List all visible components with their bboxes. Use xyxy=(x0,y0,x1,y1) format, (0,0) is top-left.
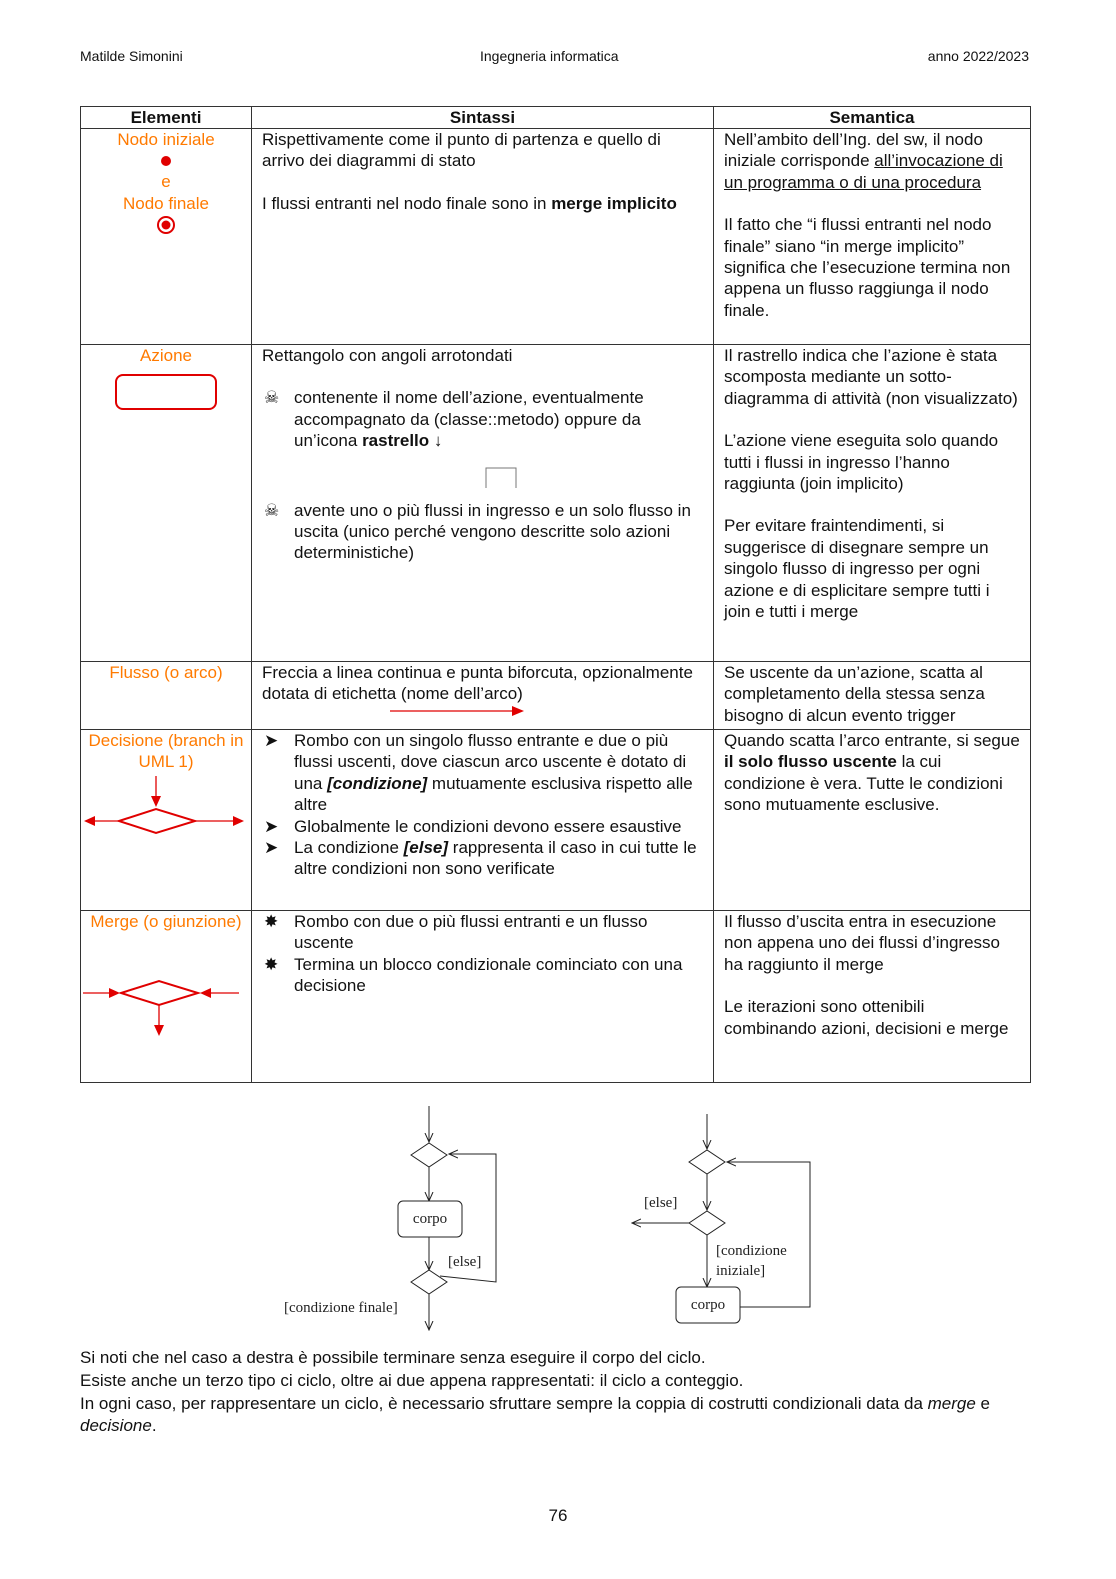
loop-diagram-initial-condition xyxy=(620,1100,840,1340)
asterisk-bullet-icon: ✸ xyxy=(264,912,279,931)
initial-node-icon xyxy=(159,150,173,171)
table-row xyxy=(81,730,1031,911)
element-cell xyxy=(81,345,252,662)
list-item: ➤ Globalmente le condizioni devono essere esaustive xyxy=(264,816,682,836)
list-item: ✸ Termina un blocco condizionale cominciato con una decisione xyxy=(264,954,683,996)
header-author: Matilde Simonini xyxy=(80,48,183,64)
semantics-text: Per evitare fraintendimenti, si suggerisce di disegnare sempre un singolo flusso di ingresso per ogni azione e di esplicitare sempre tutti i join e tutti i merge xyxy=(724,516,990,622)
element-cell xyxy=(81,662,252,730)
table-header-row xyxy=(81,107,1031,129)
list-item: ➤ La condizione [else] rappresenta il caso in cui tutte le altre condizioni non sono verificate xyxy=(264,838,697,879)
list-item: ✸ Rombo con due o più flussi entranti e un flusso uscente xyxy=(264,912,648,953)
element-label: e xyxy=(161,172,171,192)
semantics-text: Il rastrello indica che l’azione è stata scomposta mediante un sotto-diagramma di attività (non visualizzato) xyxy=(724,346,1018,408)
arrowhead-bullet-icon: ➤ xyxy=(264,731,279,750)
column-header: Elementi xyxy=(81,107,252,129)
loop-body-label: corpo xyxy=(690,1297,726,1313)
note-line: Esiste anche un terzo tipo ci ciclo, oltre ai due appena rappresentati: il ciclo a conteggio. xyxy=(80,1370,744,1390)
syntax-text: Rispettivamente come il punto di partenza e quello di arrivo dei diagrammi di stato xyxy=(262,130,661,171)
table-row xyxy=(81,911,1031,1083)
notes-paragraph xyxy=(80,1347,1030,1438)
uml-elements-table xyxy=(80,106,1031,1083)
syntax-cell xyxy=(252,129,714,345)
else-label: [else] xyxy=(644,1195,678,1211)
condition-label: [condizione xyxy=(716,1243,787,1259)
semantics-text: Il flusso d’uscita entra in esecuzione non appena uno dei flussi d’ingresso ha raggiunto il merge xyxy=(724,912,1000,974)
syntax-text: Freccia a linea continua e punta biforcuta, opzionalmente dotata di etichetta (nome dell’arco) xyxy=(262,663,693,704)
element-label: Merge (o giunzione) xyxy=(90,912,242,931)
semantics-text: Quando scatta l’arco entrante, si segue il solo flusso uscente la cui condizione è vera. Tutte le condizioni sono mutuamente esclusive. xyxy=(724,731,1020,815)
condition-label: iniziale] xyxy=(716,1263,766,1279)
note-line: Si noti che nel caso a destra è possibile terminare senza eseguire il corpo del ciclo. xyxy=(80,1348,706,1367)
semantics-text: L’azione viene eseguita solo quando tutti i flussi in ingresso l’hanno raggiunta (join implicito) xyxy=(724,431,999,494)
semantics-text: Le iterazioni sono ottenibili combinando azioni, decisioni e merge xyxy=(724,997,1009,1038)
column-header: Sintassi xyxy=(252,107,714,129)
element-cell xyxy=(81,730,252,911)
flow-arrow-icon xyxy=(388,705,528,719)
column-header: Semantica xyxy=(714,107,1031,129)
page-number: 76 xyxy=(548,1506,568,1525)
skull-bullet-icon: ☠ xyxy=(264,500,280,520)
header-course: Ingegneria informatica xyxy=(480,48,619,64)
semantics-cell xyxy=(714,129,1031,345)
element-label: Flusso (o arco) xyxy=(109,663,223,682)
syntax-text: I flussi entranti nel nodo finale sono in merge implicito xyxy=(262,193,677,213)
table-row xyxy=(81,345,1031,662)
element-label: Decisione (branch in UML 1) xyxy=(88,731,244,772)
loop-diagram-final-condition xyxy=(270,1100,530,1340)
element-cell xyxy=(81,129,252,345)
arrowhead-bullet-icon: ➤ xyxy=(264,838,279,858)
table-row xyxy=(81,129,1031,345)
table-row xyxy=(81,662,1031,730)
semantics-text: Se uscente da un’azione, scatta al completamento della stessa senza bisogno di alcun evento trigger xyxy=(724,663,985,725)
element-label: Nodo finale xyxy=(122,193,209,213)
syntax-cell xyxy=(252,730,714,911)
list-item: ➤ Rombo con un singolo flusso entrante e due o più flussi uscenti, dove ciascun arco uscente è dotato di una [condizione] mutuamente esclusiva rispetto alle altre xyxy=(264,731,693,815)
semantics-cell xyxy=(714,345,1031,662)
syntax-cell xyxy=(252,911,714,1083)
syntax-cell xyxy=(252,345,714,662)
semantics-cell xyxy=(714,911,1031,1083)
asterisk-bullet-icon: ✸ xyxy=(264,954,279,974)
list-item: ☠ avente uno o più flussi in ingresso e un solo flusso in uscita (unico perché vengono descritte solo azioni deterministiche) xyxy=(264,500,691,563)
semantics-text: Il fatto che “i flussi entranti nel nodo finale” siano “in merge implicito” significa che l’esecuzione termina non appena un flusso raggiunga il nodo finale. xyxy=(724,215,1011,320)
merge-diamond-icon xyxy=(81,975,247,1045)
semantics-text: Nell’ambito dell’Ing. del sw, il nodo iniziale corrisponde all’invocazione di un programma o di una procedura xyxy=(724,130,1003,192)
loop-body-label: corpo xyxy=(412,1211,448,1227)
element-label: Azione xyxy=(140,346,192,365)
semantics-cell xyxy=(714,662,1031,730)
else-label: [else] xyxy=(448,1254,482,1270)
rake-icon xyxy=(484,464,518,490)
skull-bullet-icon: ☠ xyxy=(264,388,280,408)
list-item: ☠ contenente il nome dell’azione, eventualmente accompagnato da (classe::metodo) oppure da un’icona rastrello ↓ xyxy=(264,388,644,451)
semantics-cell xyxy=(714,730,1031,911)
syntax-cell xyxy=(252,662,714,730)
element-cell xyxy=(81,911,252,1083)
note-line: In ogni caso, per rappresentare un ciclo, è necessario sfruttare sempre la coppia di costrutti condizionali data da merge e decisione. xyxy=(80,1393,991,1436)
final-node-icon xyxy=(155,214,177,236)
decision-diamond-icon xyxy=(83,774,249,844)
element-label: Nodo iniziale xyxy=(117,130,215,149)
condition-label: [condizione finale] xyxy=(284,1300,398,1316)
arrowhead-bullet-icon: ➤ xyxy=(264,816,279,836)
action-shape-icon xyxy=(111,372,221,416)
header-year: anno 2022/2023 xyxy=(927,48,1029,64)
syntax-text: Rettangolo con angoli arrotondati xyxy=(262,346,513,365)
